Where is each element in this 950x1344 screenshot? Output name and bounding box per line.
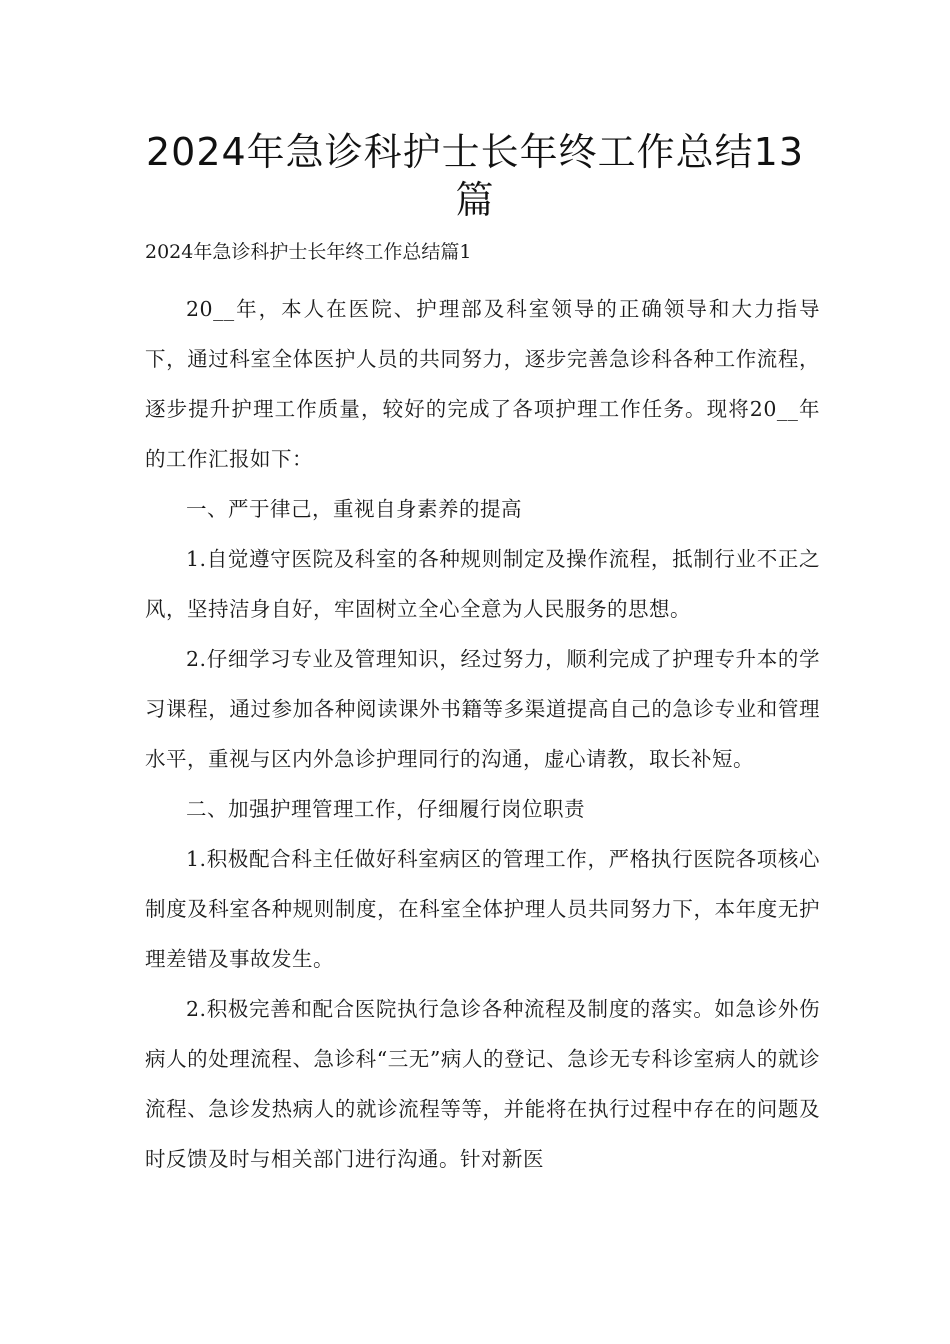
paragraph-1-1: 1.自觉遵守医院及科室的各种规则制定及操作流程，抵制行业不正之风，坚持洁身自好，牢固树立全心全意为人民服务的思想。: [145, 547, 820, 621]
document-body: [145, 284, 820, 1184]
paragraph-2-1: 1.积极配合科主任做好科室病区的管理工作，严格执行医院各项核心制度及科室各种规则制度，在科室全体护理人员共同努力下，本年度无护理差错及事故发生。: [145, 847, 820, 971]
section-subtitle: 2024年急诊科护士长年终工作总结篇1: [145, 241, 472, 263]
document-title: 2024年急诊科护士长年终工作总结13篇: [145, 130, 805, 222]
heading-section-1: 一、严于律己，重视自身素养的提高: [186, 497, 522, 521]
heading-section-2: 二、加强护理管理工作，仔细履行岗位职责: [186, 797, 585, 821]
paragraph-2-2: 2.积极完善和配合医院执行急诊各种流程及制度的落实。如急诊外伤病人的处理流程、急诊科“三无”病人的登记、急诊无专科诊室病人的就诊流程、急诊发热病人的就诊流程等等，并能将在执行过程中存在的问题及时反馈及时与相关部门进行沟通。针对新医: [145, 997, 820, 1171]
paragraph-intro: 20__年，本人在医院、护理部及科室领导的正确领导和大力指导下，通过科室全体医护人员的共同努力，逐步完善急诊科各种工作流程，逐步提升护理工作质量，较好的完成了各项护理工作任务。现将20__年的工作汇报如下：: [145, 297, 820, 471]
paragraph-1-2: 2.仔细学习专业及管理知识，经过努力，顺利完成了护理专升本的学习课程，通过参加各种阅读课外书籍等多渠道提高自己的急诊专业和管理水平，重视与区内外急诊护理同行的沟通，虚心请教，取长补短。: [145, 647, 820, 771]
